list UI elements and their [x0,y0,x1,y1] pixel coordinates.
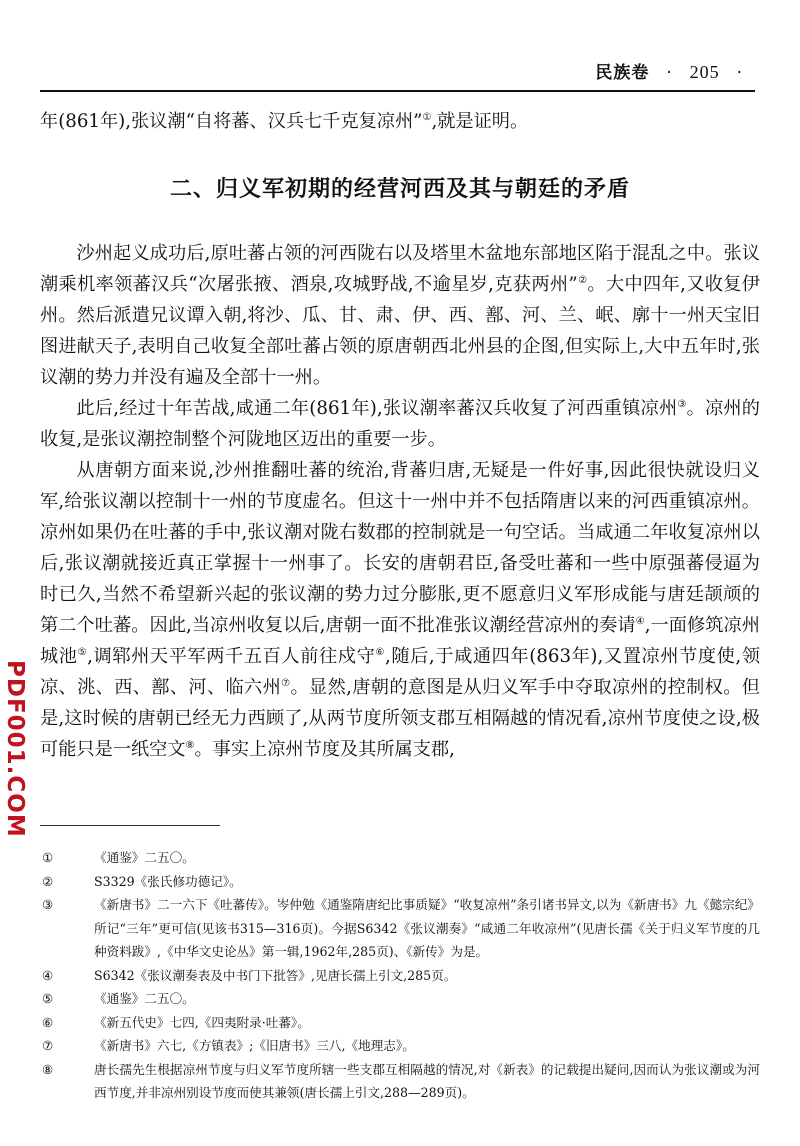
paragraph-3-text-b: ,一面修筑凉州城池 [40,615,760,667]
footnote-mark: ④ [42,967,54,983]
footnote-mark: ③ [42,897,54,912]
footnote-ref-1: ① [422,111,432,123]
footnote-text: 《通鉴》二五〇。 [94,991,195,1006]
opening-paragraph [40,106,760,137]
paragraph-1-text-b: 。大中四年,又收复伊州。然后派遣兄议谭入朝,将沙、瓜、甘、肃、伊、西、鄯、河、兰、岷、廓十一州天宝旧图进献天子,表明自己收复全部吐蕃占领的原唐朝西北州县的企图,但实际上,大中五年时,张议潮的势力并没有遍及全部十一州。 [40,274,760,388]
footnote-rule [40,825,220,826]
opening-tail: ,就是证明。 [431,111,529,132]
footnote-text: 《新唐书》二一六下《吐蕃传》。岑仲勉《通鉴隋唐纪比事质疑》“收复凉州”条引诸书异文,以为《新唐书》九《懿宗纪》所记“三年”更可信(见该书315—316页)。今据S6342《张议潮奏》“咸通二年收凉州”(见唐长孺《关于归义军节度的几种资料跋》,《中华文史论丛》第一辑,1962年,285页)、《新传》为是。 [94,897,760,959]
running-head [595,58,753,83]
page-header [40,52,755,92]
footnote-text: 唐长孺先生根据凉州节度与归义军节度所辖一些支郡互相隔越的情况,对《新表》的记载提出疑问,因而认为张议潮或为河西节度,并非凉州别设节度而使其兼领(唐长孺上引文,288—289页)。 [94,1061,760,1100]
page-number: 205 [689,62,720,82]
footnote-mark: ① [42,850,54,865]
footnote-text: S6342《张议潮奏表及中书门下批答》,见唐长孺上引文,285页。 [94,967,457,983]
footnote-ref-5: ⑤ [77,646,88,658]
footnote-item [40,870,760,894]
footnote-mark: ② [42,873,54,889]
footnote-item [40,893,760,964]
footnote-text: 《通鉴》二五〇。 [94,850,195,865]
paragraph-1-text-a: 沙州起义成功后,原吐蕃占领的河西陇右以及塔里木盆地东部地区陷于混乱之中。张议潮乘机率领蕃汉兵“次屠张掖、酒泉,攻城野战,不逾星岁,克获两州” [40,243,760,295]
running-head-separator-end: · [736,63,743,83]
paragraph-1 [40,238,760,393]
footnote-mark: ⑥ [42,1014,54,1030]
footnote-mark: ⑤ [42,991,54,1006]
footnote-ref-2: ② [577,274,588,286]
running-head-separator: · [666,63,673,83]
footnote-item [40,964,760,988]
paragraph-3 [40,455,760,765]
footnote-text: 《新五代史》七四,《四夷附录·吐蕃》。 [94,1014,310,1030]
paragraph-3-text-d: ,随后,于咸通四年(863年),又置凉州节度使,领凉、洮、西、鄯、河、临六州 [40,646,761,698]
footnote-ref-7: ⑦ [281,677,291,689]
main-body [40,238,760,765]
footnote-mark: ⑧ [42,1061,54,1077]
footnotes [40,846,760,1105]
footnote-text: S3329《张氏修功德记》。 [94,873,242,889]
footnote-item [40,1034,760,1058]
footnote-item [40,987,760,1011]
paragraph-2-text-b: 。凉州的收复,是张议潮控制整个河陇地区迈出的重要一步。 [40,398,760,450]
footnote-item [40,846,760,870]
footnote-ref-3: ③ [677,398,687,410]
paragraph-3-text-a: 从唐朝方面来说,沙州推翻吐蕃的统治,背蕃归唐,无疑是一件好事,因此很快就设归义军,给张议潮以控制十一州的节度虚名。但这十一州中并不包括隋唐以来的河西重镇凉州。凉州如果仍在吐蕃的手中,张议潮对陇右数郡的控制就是一句空话。当咸通二年收复凉州以后,张议潮就接近真正掌握十一州事了。长安的唐朝君臣,备受吐蕃和一些中原强蕃侵逼为时已久,当然不希望新兴起的张议潮的势力过分膨胀,更不愿意归义军形成能与唐廷颉颃的第二个吐蕃。因此,当凉州收复以后,唐朝一面不批准张议潮经营凉州的奏请 [40,460,760,636]
section-title: 二、归义军初期的经营河西及其与朝廷的矛盾 [169,177,630,202]
paragraph-3-text-f: 。事实上凉州节度及其所属支郡, [194,739,455,760]
opening-text: 年(861年),张议潮“自将蕃、汉兵七千克复凉州” [40,111,423,132]
paragraph-2 [40,393,760,455]
running-head-section: 民族卷 [595,63,650,83]
footnote-ref-4: ④ [635,615,645,627]
paragraph-3-text-c: ,调郓州天平军两千五百人前往戍守 [87,646,376,667]
footnote-text: 《新唐书》六七,《方镇表》;《旧唐书》三八,《地理志》。 [94,1038,415,1053]
footnote-mark: ⑦ [42,1038,54,1053]
footnote-item [40,1058,760,1105]
footnote-ref-8: ⑧ [185,739,195,751]
footnote-item [40,1011,760,1035]
footnote-ref-6: ⑥ [375,646,385,658]
paragraph-2-text-a: 此后,经过十年苦战,咸通二年(861年),张议潮率蕃汉兵收复了河西重镇凉州 [76,398,678,419]
watermark: PDF001.COM [2,660,28,838]
header-rule [40,90,755,92]
paragraph-3-text-e: 。显然,唐朝的意图是从归义军手中夺取凉州的控制权。但是,这时候的唐朝已经无力西顾了,从两节度所领支郡互相隔越的情况看,凉州节度使之设,极可能只是一纸空文 [40,677,760,760]
